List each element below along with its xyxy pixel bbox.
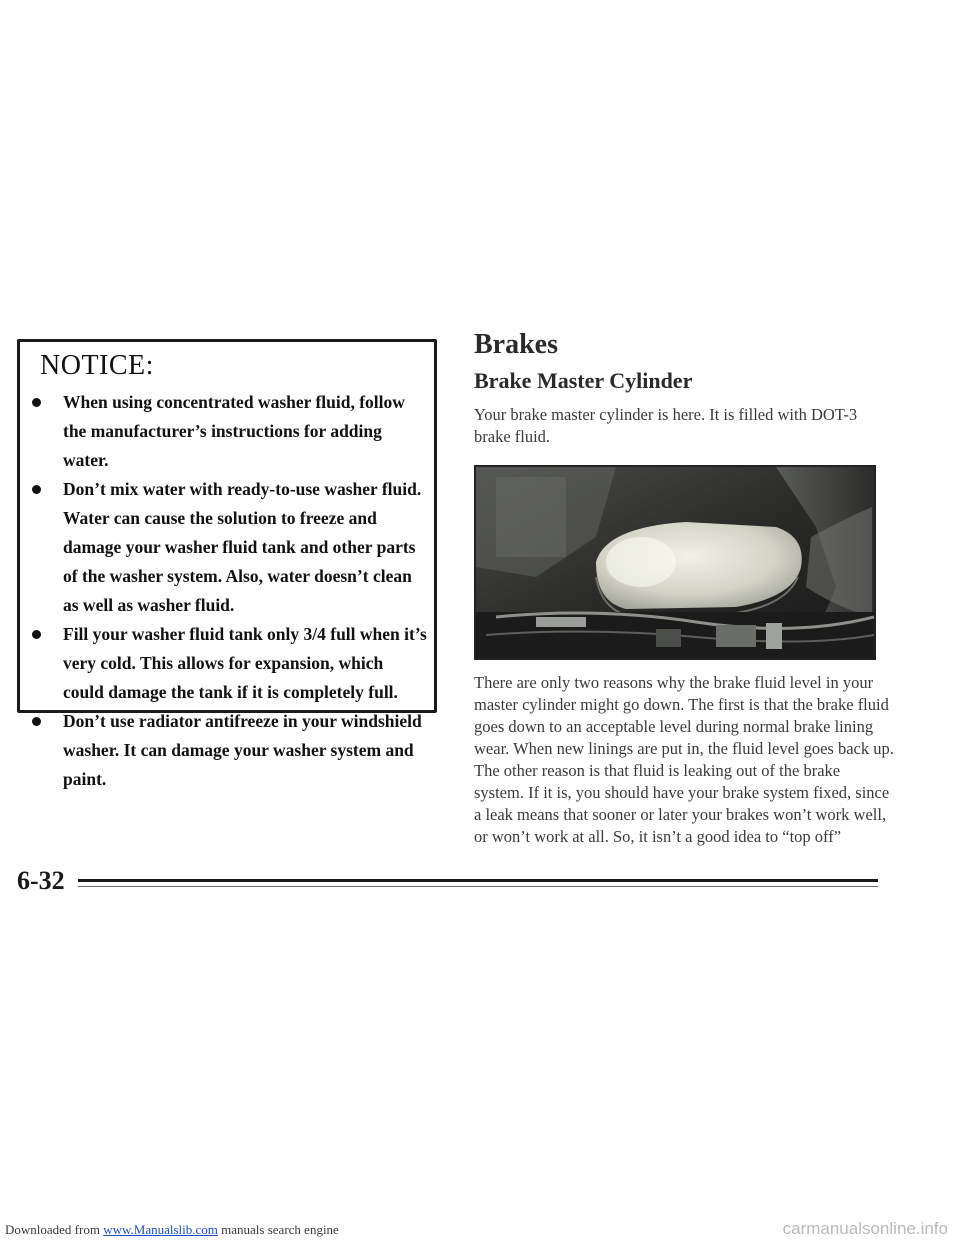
section-title: Brakes (474, 329, 558, 360)
notice-item-text: Don’t mix water with ready-to-use washer fluid. Water can cause the solution to freeze and damage your washer fluid tank and other parts of the washer system. Also, water doesn’t clean as well as washer fluid. (63, 479, 422, 615)
subsection-title: Brake Master Cylinder (474, 368, 693, 393)
bullet-icon (32, 485, 41, 494)
bullet-icon (32, 630, 41, 639)
body-paragraph: There are only two reasons why the brake fluid level in your master cylinder might go down. The first is that the brake fluid goes down to an acceptable level during normal brake lining wear. When new linings are put in, the fluid level goes back up. The other reason is that fluid is leaking out of the brake system. If it is, you should have your brake system fixed, since a leak means that sooner or later your brakes won’t work well, or won’t work at all. So, it isn’t a good idea to “top off” (474, 673, 894, 846)
notice-item (28, 388, 428, 475)
notice-title: NOTICE: (40, 350, 154, 381)
intro-paragraph: Your brake master cylinder is here. It is filled with DOT-3 brake fluid. (474, 405, 858, 446)
notice-item (28, 475, 428, 620)
footer-rule (78, 879, 878, 882)
download-prefix: Downloaded from (5, 1222, 100, 1237)
download-suffix: manuals search engine (221, 1222, 339, 1237)
download-note (5, 1222, 339, 1238)
manualslib-link[interactable]: www.Manualslib.com (103, 1222, 218, 1237)
watermark: carmanualsonline.info (782, 1219, 948, 1238)
engine-bay-image (476, 467, 874, 658)
notice-item (28, 620, 428, 707)
notice-item-text: Don’t use radiator antifreeze in your windshield washer. It can damage your washer system and paint. (63, 711, 422, 789)
notice-list (28, 388, 428, 794)
footer-rule-thin (78, 886, 878, 887)
bullet-icon (32, 398, 41, 407)
brake-master-cylinder-photo (474, 465, 876, 660)
notice-item (28, 707, 428, 794)
notice-item-text: When using concentrated washer fluid, follow the manufacturer’s instructions for adding water. (63, 392, 405, 470)
bullet-icon (32, 717, 41, 726)
page-number: 6-32 (17, 866, 65, 895)
notice-item-text: Fill your washer fluid tank only 3/4 full when it’s very cold. This allows for expansion, which could damage the tank if it is completely full. (63, 624, 427, 702)
